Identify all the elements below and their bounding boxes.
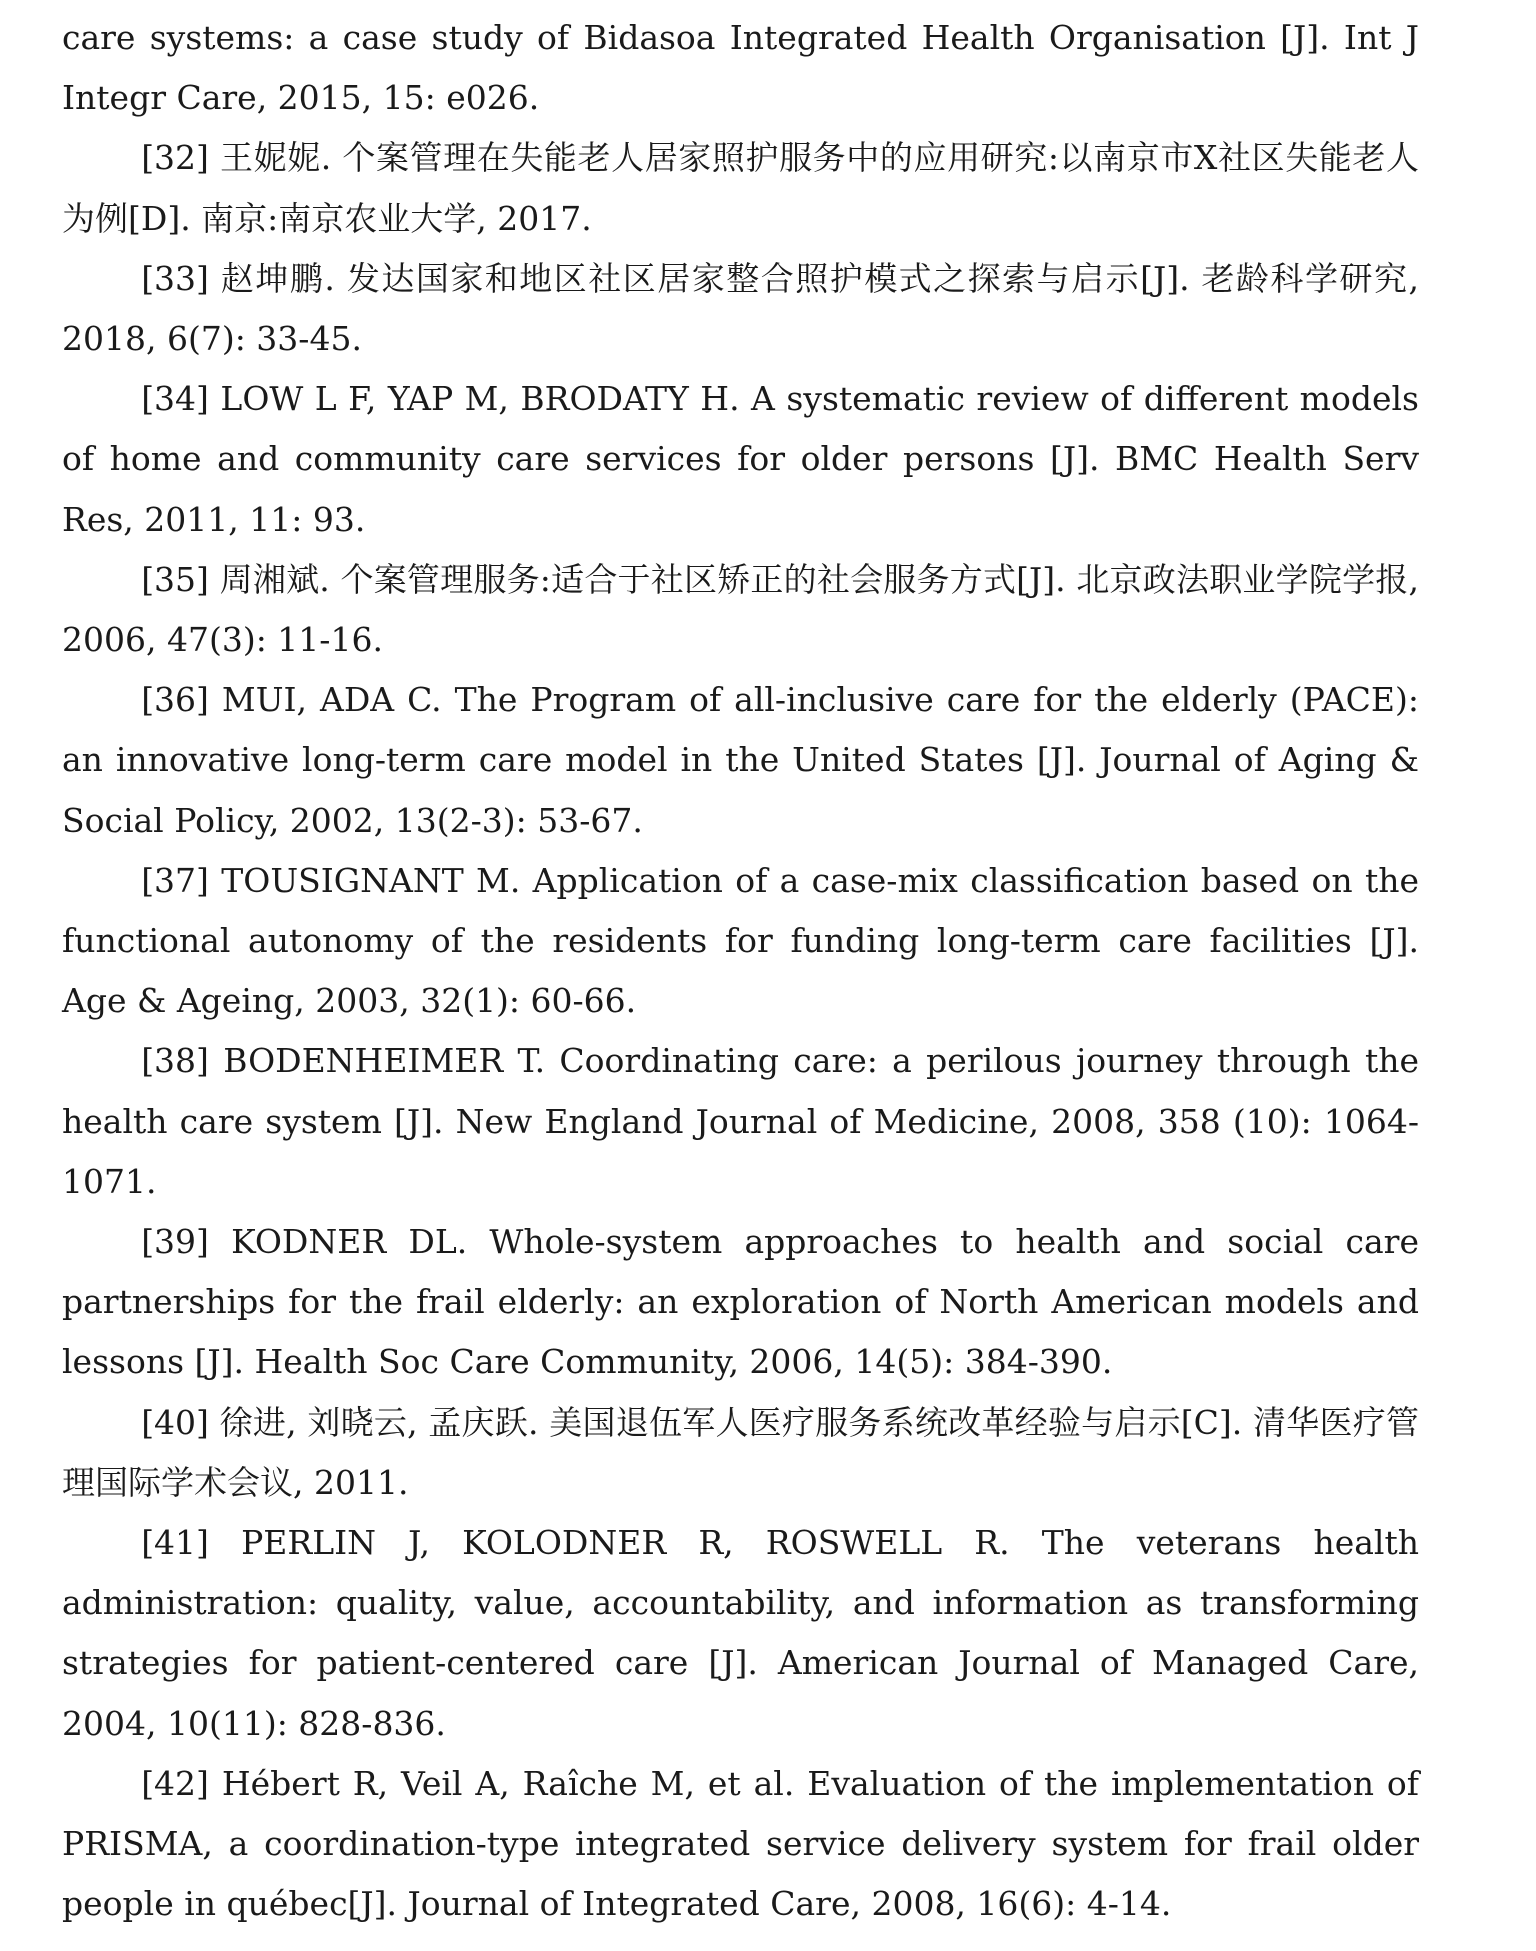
reference-list — [62, 8, 1419, 1935]
reference-39: [39] KODNER DL. Whole-system approaches to health and social care partnerships for the frail elderly: an exploration of North American models and lessons [J]. Health Soc Care Community, 2006, 14(5): 384-390. — [62, 1222, 1419, 1382]
reference-31-continuation: care systems: a case study of Bidasoa Integrated Health Organisation [J]. Int J Integr Care, 2015, 15: e026. — [62, 18, 1419, 118]
reference-40: [40] 徐进, 刘晓云, 孟庆跃. 美国退伍军人医疗服务系统改革经验与启示[C]. 清华医疗管理国际学术会议, 2011. — [62, 1402, 1419, 1502]
reference-37: [37] TOUSIGNANT M. Application of a case-mix classification based on the functional autonomy of the residents for funding long-term care facilities [J]. Age & Ageing, 2003, 32(1): 60-66. — [62, 860, 1419, 1021]
reference-32: [32] 王妮妮. 个案管理在失能老人居家照护服务中的应用研究:以南京市X社区失能老人为例[D]. 南京:南京农业大学, 2017. — [62, 138, 1419, 238]
reference-41: [41] PERLIN J, KOLODNER R, ROSWELL R. The veterans health administration: quality, value, accountability, and information as transforming strategies for patient-centered care [J]. American Journal of Managed Care, 2004, 10(11): 828-836. — [62, 1523, 1419, 1743]
reference-33: [33] 赵坤鹏. 发达国家和地区社区居家整合照护模式之探索与启示[J]. 老龄科学研究, 2018, 6(7): 33-45. — [62, 258, 1419, 359]
reference-42: [42] Hébert R, Veil A, Raîche M, et al. Evaluation of the implementation of PRISMA, a coordination-type integrated service delivery system for frail older people in québec[J]. Journal of Integrated Care, 2008, 16(6): 4-14. — [62, 1763, 1419, 1924]
reference-36: [36] MUI, ADA C. The Program of all-inclusive care for the elderly (PACE): an innovative long-term care model in the United States [J]. Journal of Aging & Social Policy, 2002, 13(2-3): 53-67. — [62, 680, 1419, 840]
reference-35: [35] 周湘斌. 个案管理服务:适合于社区矫正的社会服务方式[J]. 北京政法职业学院学报, 2006, 47(3): 11-16. — [62, 559, 1419, 660]
reference-34: [34] LOW L F, YAP M, BRODATY H. A systematic review of different models of home and community care services for older persons [J]. BMC Health Serv Res, 2011, 11: 93. — [62, 379, 1419, 539]
reference-38: [38] BODENHEIMER T. Coordinating care: a perilous journey through the health care system [J]. New England Journal of Medicine, 2008, 358 (10): 1064-1071. — [62, 1041, 1419, 1201]
